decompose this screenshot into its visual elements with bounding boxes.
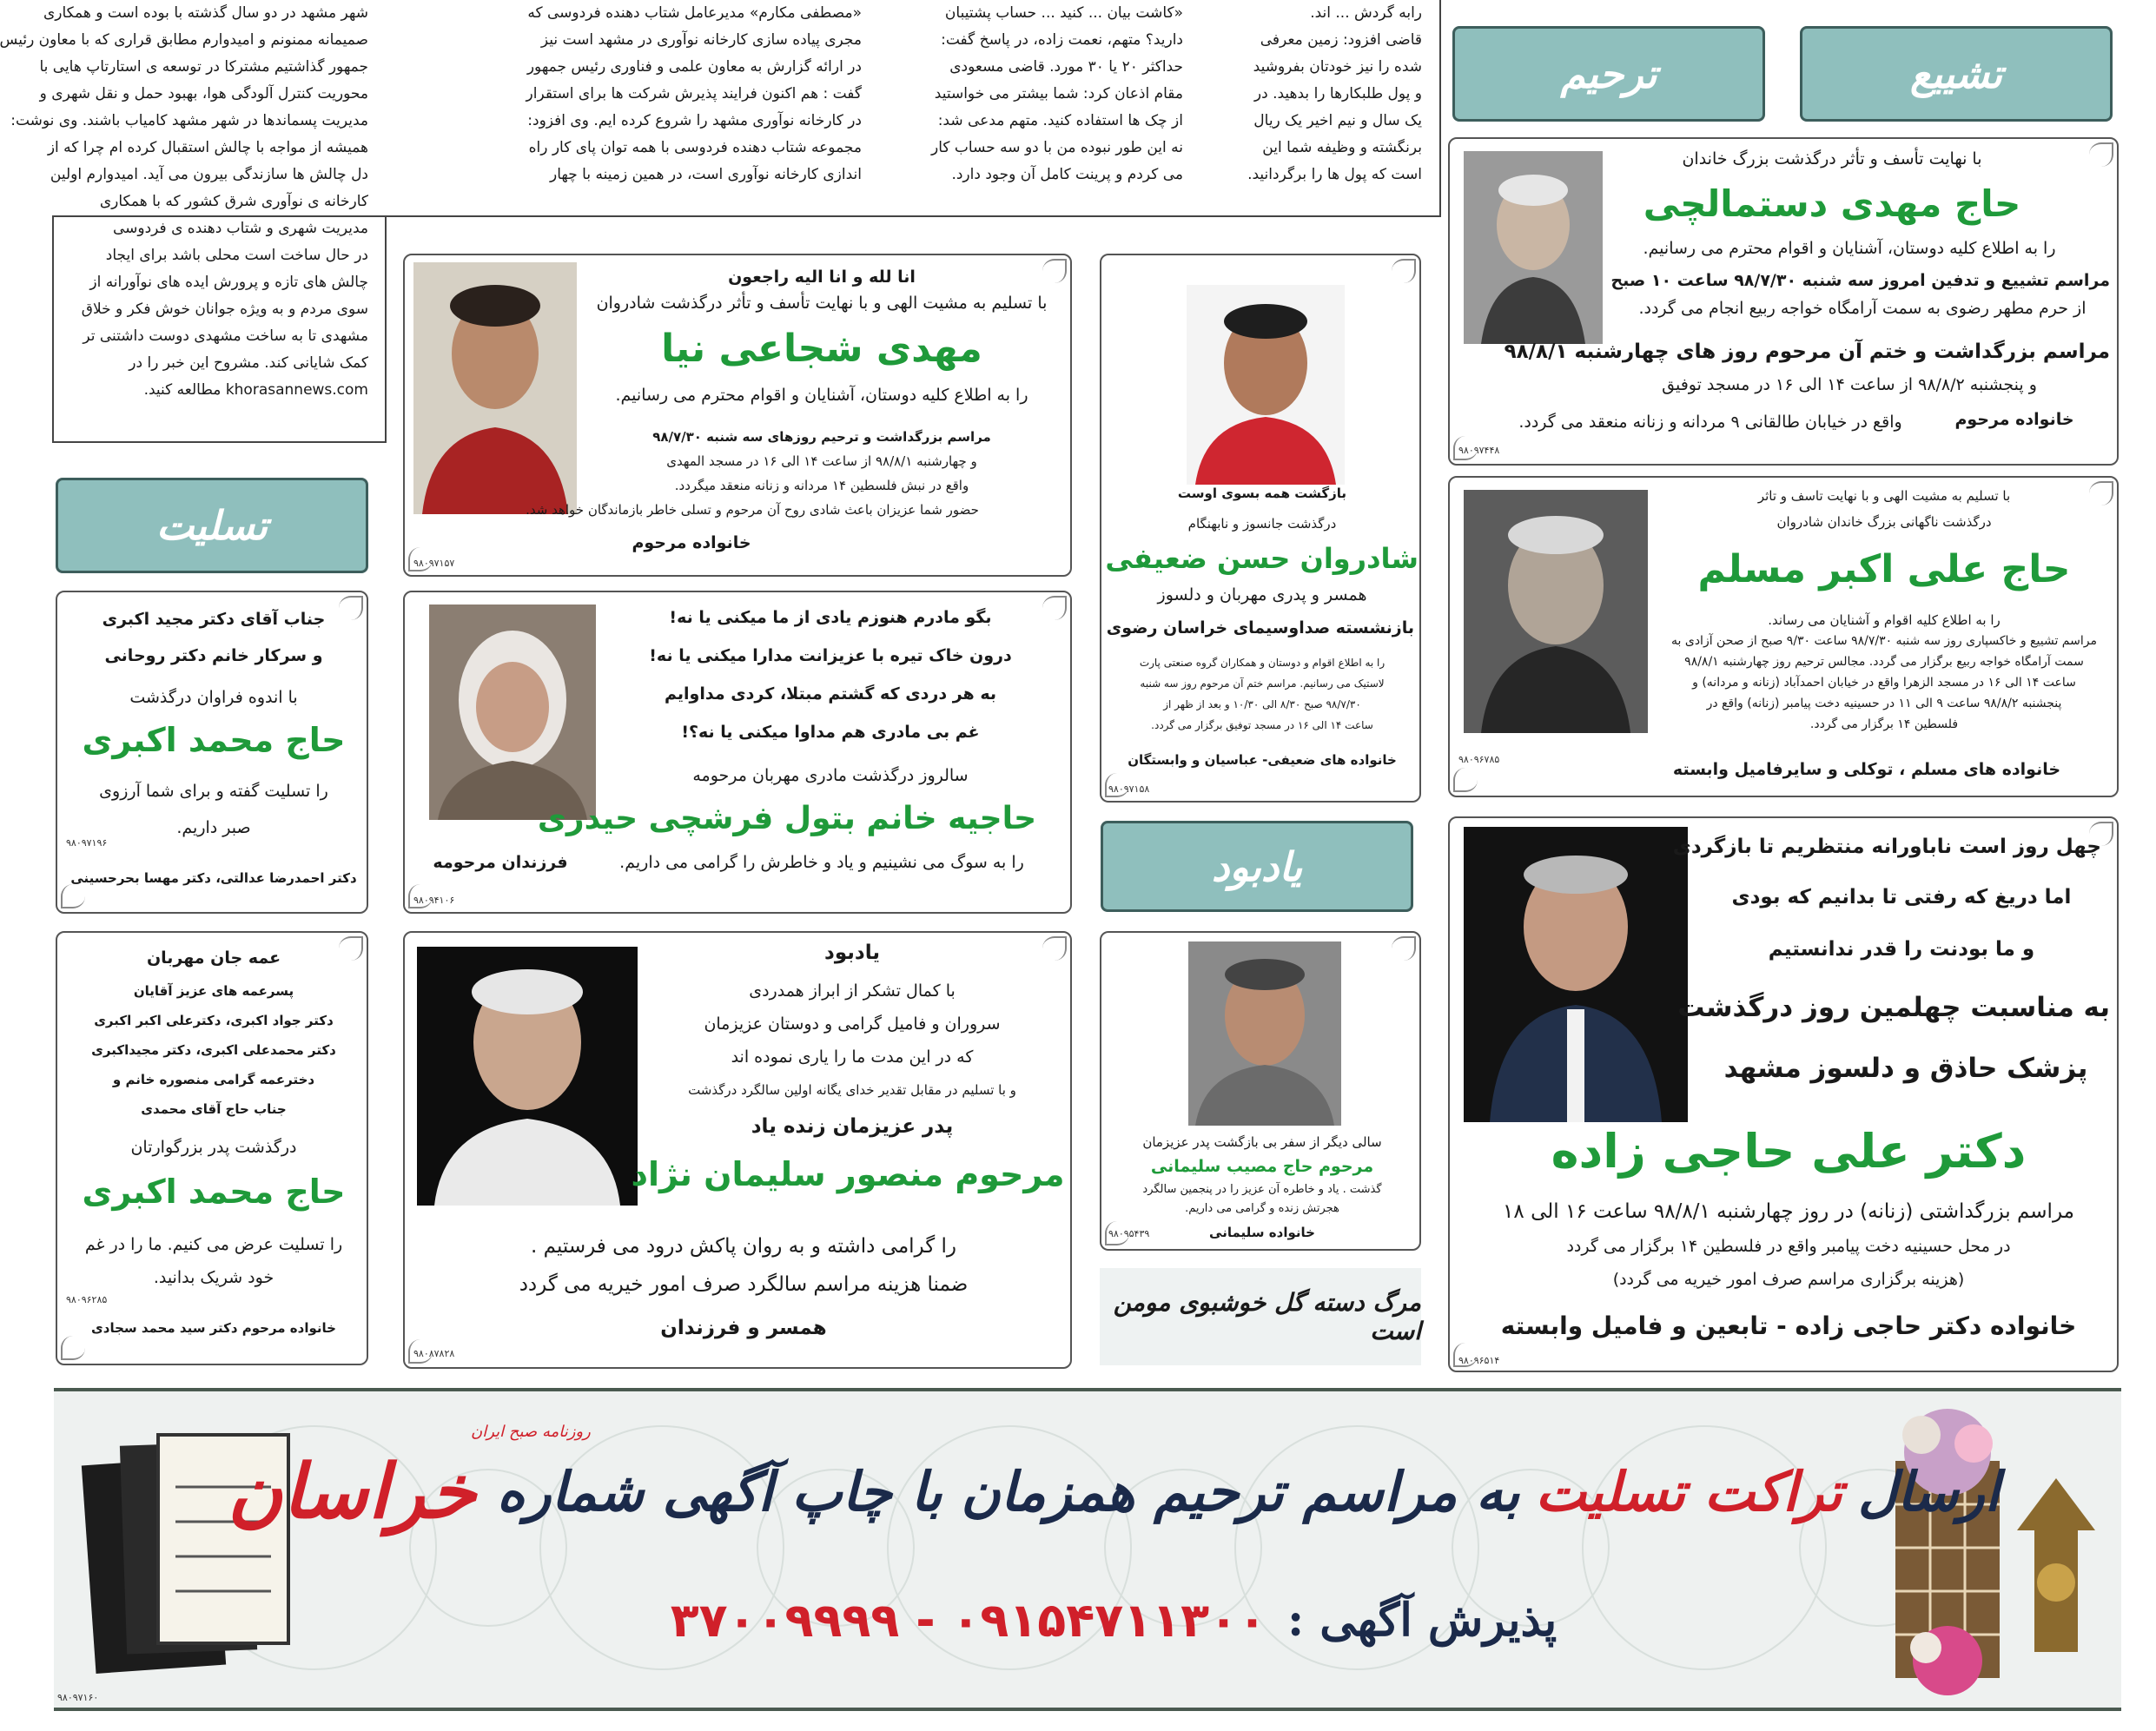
- deceased-name: حاجیه خانم بتول فرشچی حیدری: [537, 801, 1037, 836]
- family-signature: خانواده های مسلم ، توکلی و سایرفامیل وابسته: [1672, 760, 2061, 779]
- deceased-photo: [429, 605, 596, 820]
- section-label-tashyi: تشییع: [1800, 26, 2113, 122]
- text-line: درگذشت جانسوز و نابهنگام: [1187, 516, 1337, 532]
- text-line: را به اطلاع اقوام و دوستان و همکاران گروه صنعتی پارت: [1139, 657, 1386, 669]
- deceased-name: حاج علی اکبر مسلم: [1697, 547, 2071, 591]
- text-line: مراسم بزرگداشت و ختم آن مرحوم روز های چهارشنبه ۹۸/۸/۱: [1504, 340, 2110, 363]
- text-line: ۹۸/۷/۳۰ صبح ۸/۳۰ الی ۱۰/۳۰ و بعد از ظهر از: [1163, 698, 1361, 710]
- section-label-tarhim: ترحیم: [1452, 26, 1765, 122]
- family-signature: خانواده مرحوم: [632, 533, 751, 552]
- memorial-soleimani: [1100, 931, 1421, 1251]
- deceased-photo: [1188, 941, 1341, 1126]
- intro-text: با نهایت تأسف و تأثر درگذشت بزرگ خاندان: [1682, 149, 1982, 168]
- headline-rest: به مراسم ترحیم همزمان با چاپ آگهی شماره: [497, 1459, 1520, 1523]
- recipient-line: جناب حاج آقای محمدی: [141, 1101, 287, 1117]
- text-line: واقع در خیابان طالقانی ۹ مردانه و زنانه منعقد می گردد.: [1518, 413, 1902, 432]
- poem-line: چهل روز است ناباورانه منتظریم تا بازگردی: [1672, 836, 2101, 858]
- deceased-name: دکتر علی حاجی زاده: [1551, 1124, 2027, 1179]
- headline-red: تراکت تسلیت: [1535, 1459, 1842, 1523]
- recipient-line: و سرکار خانم دکتر روحانی: [104, 646, 323, 665]
- text-line: سمت آرامگاه خواجه ربیع برگزار می گردد. مجالس ترحیم روز چهارشنبه ۹۸/۸/۱: [1684, 655, 2084, 669]
- obituary-shojaei-nia: [403, 254, 1072, 577]
- deceased-name: شادروان حسن ضعیفی: [1105, 542, 1419, 575]
- text-line: را به سوگ می نشینیم و یاد و خاطرش را گرامی می داریم.: [619, 853, 1024, 872]
- deceased-name: حاج محمد اکبری: [82, 721, 346, 759]
- condolence-akbari-2: [56, 931, 368, 1365]
- memorial-hajizadeh: [1448, 816, 2119, 1372]
- brand-name: خراسان: [228, 1447, 477, 1536]
- poem-line: به هر دردی که گشتم مبتلا، کردی مداوایم: [665, 684, 996, 704]
- family-signature: خانواده مرحوم دکتر سید محمد سجادی: [91, 1320, 336, 1336]
- ad-code: ۹۸۰۹۶۵۱۴: [1458, 1355, 1500, 1366]
- text-line: لاستیک می رسانیم. مراسم ختم آن مرحوم روز سه شنبه: [1140, 677, 1385, 690]
- family-signature: خانواده مرحوم: [1954, 410, 2074, 429]
- ad-code: ۹۸۰۹۷۱۵۸: [1108, 783, 1150, 795]
- obituary-zaifi: [1100, 254, 1421, 803]
- obituary-moslem: [1448, 476, 2119, 797]
- text-line: با کمال تشکر از ابراز همدردی: [749, 981, 956, 1001]
- text-line: پنجشنبه ۹۸/۸/۲ ساعت ۹ الی ۱۱ در حسینیه دخت پیامبر (زنانه) واقع در: [1706, 697, 2062, 710]
- ad-code: ۹۸۰۸۷۸۲۸: [413, 1348, 455, 1359]
- text-line: گذشت . یاد و خاطره آن عزیز را در پنجمین سالگرد: [1142, 1183, 1382, 1196]
- memorial-soleiman-nejad: [403, 931, 1072, 1369]
- text-line: را تسلیت عرض می کنیم. ما را در غم: [84, 1235, 343, 1254]
- text-line: مراسم بزرگداشت و ترحیم روزهای سه شنبه ۹۸/۷/۳۰: [652, 429, 991, 445]
- text-line: خود شریک بدانید.: [153, 1268, 274, 1287]
- family-signature: فرزندان مرحومه: [433, 853, 568, 872]
- news-column-4: رابه گردش ... اند. قاضی افزود: زمین معرفی شده را نیز خودتان بفروشید و پول طلبکارها را بدهید. در یک سال و نیم اخیر یک ریال برنگشته و وظیفه شما این است که پول ها را برگردانید.: [1247, 4, 1422, 183]
- text-line: پدر عزیزمان زنده یاد: [751, 1115, 954, 1138]
- text-line: در محل حسینیه دخت پیامبر واقع در فلسطین ۱۴ برگزار می گردد: [1566, 1237, 2011, 1256]
- poem-line: بگو مادرم هنوزم یادی از ما میکنی یا نه!: [669, 608, 992, 627]
- photo-caption: بازگشت همه بسوی اوست: [1177, 486, 1347, 501]
- deceased-photo: [1464, 490, 1648, 733]
- section-label-yadbood: یادبود: [1101, 821, 1413, 912]
- family-signature: دکتر احمدرضا عدالتی، دکتر مهسا بحرحسینی: [70, 870, 357, 886]
- text-line: بازنشسته صداوسیمای خراسان رضوی: [1106, 618, 1414, 638]
- poem-line: و ما بودنت را قدر ندانستیم: [1768, 938, 2035, 961]
- text-line: ضمنا هزینه مراسم سالگرد صرف امور خیریه می گردد: [519, 1273, 969, 1296]
- intro-text: درگذشت ناگهانی بزرگ خاندان شادروان: [1776, 514, 1992, 530]
- brand-tagline: روزنامه صبح ایران: [471, 1423, 591, 1441]
- deceased-name: مهدی شجاعی نیا: [661, 327, 982, 371]
- phone-label: پذیرش آگهی :: [1286, 1593, 1557, 1647]
- text-line: مراسم تشییع و خاکسپاری روز سه شنبه ۹۸/۷/۳۰ ساعت ۹/۳۰ صبح از صحن آزادی به: [1671, 634, 2097, 648]
- flower-arrangement: [1861, 1400, 2034, 1695]
- ornament-icon: [2017, 1478, 2095, 1652]
- poem-line: درون خاک تیره با عزیزانت مدارا میکنی یا نه!: [649, 646, 1012, 665]
- text-line: و چهارشنبه ۹۸/۸/۱ از ساعت ۱۴ الی ۱۶ در مسجد المهدی: [666, 453, 977, 469]
- news-column-2: «مصطفی مکارم» مدیرعامل شتاب دهنده فردوسی که مجری پیاده سازی کارخانه نوآوری در مشهد است نیز در ارائه گزارش به معاون علمی و فناوری رئیس جمهور گفت : هم اکنون فرایند پذیرش شرکت ها برای استقرار در کارخانه نوآوری مشهد را شروع کرده ایم. وی افزود: مجموعه شتاب دهنده فردوسی با همه توان پای کار راه اندازی کارخانه نوآوری است، در همین زمینه با چهار: [526, 4, 862, 183]
- deceased-photo: [417, 947, 638, 1206]
- text-line: مراسم تشییع و تدفین امروز سه شنبه ۹۸/۷/۳۰ ساعت ۱۰ صبح: [1610, 271, 2110, 290]
- phone-numbers[interactable]: ۳۷۰۰۹۹۹۹ - ۰۹۱۵۴۷۱۱۳۰۰: [670, 1592, 1266, 1648]
- text-line: ساعت ۱۴ الی ۱۶ در مسجد توفیق برگزار می گردد.: [1151, 719, 1373, 731]
- family-signature: خانواده دکتر حاجی زاده - تابعین و فامیل وابسته: [1500, 1311, 2077, 1340]
- text-line: را به اطلاع کلیه دوستان، آشنایان و اقوام محترم می رسانیم.: [615, 386, 1028, 405]
- occasion-line: به مناسبت چهلمین روز درگذشت: [1677, 992, 2110, 1023]
- text-line: (هزینه برگزاری مراسم صرف امور خیریه می گردد): [1612, 1270, 1965, 1289]
- text-line: را تسلیت گفته و برای شما آرزوی: [99, 782, 328, 801]
- memorial-farshchi: [403, 591, 1072, 914]
- ad-code: ۹۸۰۹۷۴۴۸: [1458, 445, 1500, 456]
- text-line: را گرامی داشته و به روان پاکش درود می فرستیم .: [531, 1235, 956, 1258]
- condolence-akbari-1: [56, 591, 368, 914]
- ad-headline: [228, 1426, 2000, 1556]
- text-line: ساعت ۱۴ الی ۱۶ در مسجد الزهرا واقع در خیابان احمدآباد (زنانه و مردانه) و: [1692, 676, 2076, 690]
- obituary-dastmalchi: [1448, 137, 2119, 466]
- ad-code: ۹۸۰۹۶۲۸۵: [66, 1294, 108, 1305]
- text-line: درگذشت پدر بزرگوارتان: [130, 1138, 297, 1157]
- deceased-photo: [1464, 151, 1603, 344]
- text-line: هجرتش زنده و گرامی می داریم.: [1185, 1202, 1339, 1215]
- deceased-name: مرحوم حاج مصیب سلیمانی: [1150, 1157, 1374, 1176]
- text-line: را به اطلاع کلیه دوستان، آشنایان و اقوام محترم می رسانیم.: [1643, 239, 2056, 258]
- poem-line: غم بی مادری هم مداوا میکنی یا نه؟!: [681, 723, 980, 742]
- text-line: همسر و پدری مهربان و دلسوز: [1157, 585, 1367, 605]
- deceased-name: مرحوم منصور سلیمان نژاد: [631, 1155, 1065, 1193]
- text-line: حضور شما عزیزان باعث شادی روح آن مرحوم و تسلی خاطر بازماندگان خواهد شد.: [526, 502, 979, 518]
- ad-code: ۹۸۰۹۷۱۵۷: [413, 558, 455, 569]
- footer-ad: [54, 1388, 2121, 1711]
- title: یادبود: [824, 941, 880, 964]
- text-line: از حرم مطهر رضوی به سمت آرامگاه خواجه ربیع انجام می گردد.: [1638, 299, 2087, 318]
- text-line: با تسلیم به مشیت الهی و با نهایت تأسف و تأثر درگذشت شادروان: [596, 294, 1048, 313]
- phone-row: [627, 1581, 1600, 1659]
- text-line: و با تسلیم در مقابل تقدیر خدای یگانه اولین سالگرد درگذشت: [688, 1082, 1016, 1098]
- text-line: با اندوه فراوان درگذشت: [129, 688, 298, 707]
- deceased-photo: [1464, 827, 1688, 1122]
- quote-box: [1100, 1268, 1421, 1365]
- ad-code: ۹۸۰۹۷۱۶۰: [57, 1692, 99, 1703]
- text-line: انا لله و انا الیه راجعون: [728, 268, 916, 287]
- ad-code: ۹۸۰۹۵۴۳۹: [1108, 1228, 1150, 1239]
- text-line: که در این مدت ما را یاری نموده اند: [731, 1047, 974, 1067]
- recipient-line: جناب آقای دکتر مجید اکبری: [102, 610, 326, 629]
- occasion-line: پزشک حاذق و دلسوز مشهد: [1723, 1053, 2088, 1084]
- quote-text: مرگ دسته گل خوشبوی مومن است: [1113, 1288, 1421, 1345]
- ad-code: ۹۸۰۹۷۱۹۶: [66, 837, 108, 849]
- deceased-name: حاج مهدی دستمالچی: [1643, 182, 2021, 225]
- deceased-name: حاج محمد اکبری: [82, 1173, 346, 1211]
- recipient-line: دکتر محمدعلی اکبری، دکتر مجیداکبری: [91, 1042, 336, 1058]
- headline-lead: ارسال: [1857, 1459, 2000, 1523]
- ad-code: ۹۸۰۹۴۱۰۶: [413, 895, 455, 906]
- text-line: واقع در نبش فلسطین ۱۴ مردانه و زنانه منعقد میگردد.: [674, 478, 969, 493]
- news-column-1: شهر مشهد در دو سال گذشته با بوده است و همکاری صمیمانه ممنونم و امیدوارم مطابق قراری که با معاون رئیس جمهور گذاشتیم مشترکا در توسعه ی استارتاپ هایی با محوریت کنترل آلودگی هوا، بهبود حمل و نقل شهری و مدیریت پسماندها در شهر مشهد کامیاب باشند. وی نوشت: همیشه از مواجه با چالش استقبال کرده ام چرا که از دل چالش ها سازندگی بیرون می آید. امیدوارم اولین کارخانه ی نوآوری شرق کشور که با همکاری مدیریت شهری و شتاب دهنده ی فردوسی در حال ساخت است محلی باشد برای ایجاد چالش های تازه و پرورش ایده های نوآورانه از سوی مردم و به ویژه جوانان خوش فکر و خلاق مشهدی تا به ساخت مشهدی دوست داشتنی تر کمک شایانی کند. مشروح این خبر را در khorasannews.com مطالعه کنید.: [0, 4, 368, 399]
- text-line: و پنجشنبه ۹۸/۸/۲ از ساعت ۱۴ الی ۱۶ در مسجد توفیق: [1662, 375, 2037, 394]
- deceased-photo: [413, 262, 577, 514]
- text-line: مراسم بزرگداشتی (زنانه) در روز چهارشنبه ۹۸/۸/۱ ساعت ۱۶ الی ۱۸: [1503, 1200, 2074, 1223]
- text-line: فلسطین ۱۴ برگزار می گردد.: [1809, 717, 1959, 731]
- family-signature: همسر و فرزندان: [660, 1317, 827, 1339]
- poem-line: اما دریغ که رفتی تا بدانیم که بودی: [1731, 886, 2072, 908]
- recipient-line: پسرعمه های عزیز آقایان: [133, 983, 294, 999]
- text-line: سالی دیگر از سفر بی بازگشت پدر عزیزمان: [1142, 1134, 1382, 1150]
- text-line: سالروز درگذشت مادری مهربان مرحومه: [692, 766, 969, 785]
- deceased-photo: [1187, 285, 1345, 485]
- text-line: را به اطلاع کلیه اقوام و آشنایان می رساند.: [1768, 612, 2001, 628]
- family-signature: خانواده سلیمانی: [1209, 1225, 1315, 1240]
- recipient-line: دخترعمه گرامی منصوره خانم و: [112, 1072, 315, 1087]
- section-label-tasliat: تسلیت: [56, 478, 368, 573]
- recipient-line: عمه جان مهربان: [146, 948, 281, 968]
- intro-text: با تسلیم به مشیت الهی و با نهایت تاسف و تاثر: [1757, 488, 2011, 504]
- recipient-line: دکتر جواد اکبری، دکترعلی اکبر اکبری: [94, 1013, 334, 1028]
- ad-code: ۹۸۰۹۶۷۸۵: [1458, 754, 1500, 765]
- news-column-3: «کاشت بیان ... کنید ... حساب پشتیبان دارید؟ متهم، نعمت زاده، در پاسخ گفت: حداکثر ۲۰ یا ۳۰ مورد. قاضی مسعودی مقام اذعان کرد: شما بیشتر می خواستید از چک ها استفاده کنید. متهم مدعی شد: نه این طور نبوده من با دو سه حساب کار می کردم و پرینت کامل آن وجود دارد.: [931, 4, 1183, 183]
- text-line: سروران و فامیل گرامی و دوستان عزیزمان: [704, 1014, 1001, 1034]
- text-line: صبر داریم.: [176, 818, 251, 837]
- family-signature: خانواده های ضعیفی- عباسیان و وابستگان: [1128, 752, 1397, 768]
